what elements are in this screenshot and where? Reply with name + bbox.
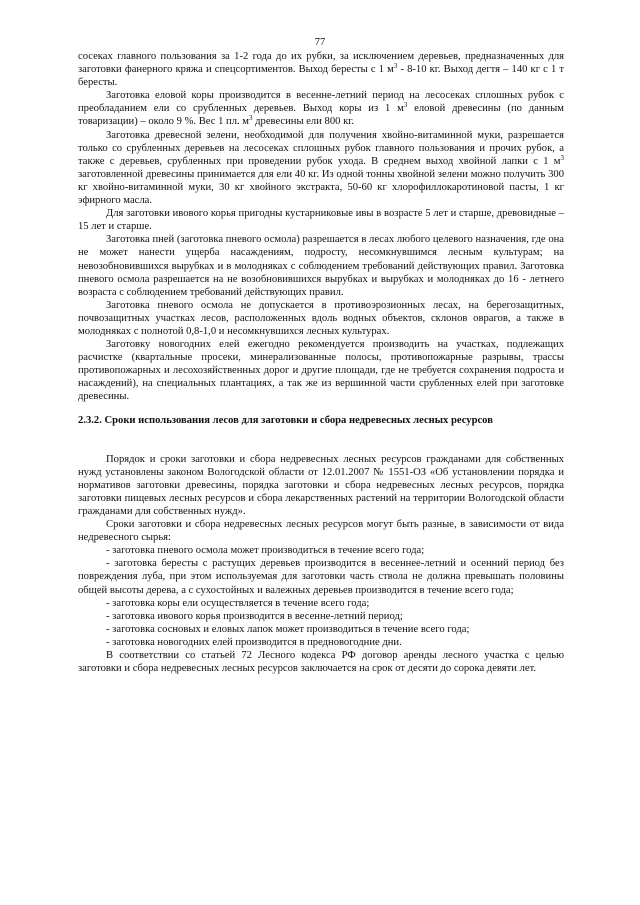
paragraph-birch-bark: сосеках главного пользования за 1-2 года до их рубки, за исключением деревьев, предназначенных для заготовки фанерного кряжа и спецсортиментов. Выход бересты с 1 $м^3 - 8-10$ кг. Выход дегтя – 140 кг с 1 т бересты. bbox=[78, 51, 565, 89]
section-heading: 2.3.2. Сроки использования лесов для заготовки и сбора недревесных лесных ресурсов bbox=[78, 414, 493, 426]
list-item: - заготовка коры ели осуществляется в течение всего года; bbox=[106, 597, 370, 609]
paragraph-procedure: Порядок и сроки заготовки и сбора недревесных лесных ресурсов гражданами для собственных нужд установлены законом Вологодской области от 12.01.2007 № 1551-ОЗ «Об установлении порядка и нормативов заготовки древесины, порядка заготовки и сбора недревесных лесных ресурсов, порядка заготовки пищевых лесных ресурсов и сбора лекарственных растений на территории Вологодской области гражданами для собственных нужд». bbox=[78, 453, 564, 517]
paragraph-greenery: Заготовка древесной зелени, необходимой для получения хвойно-витаминной муки, разрешается только со срубленных деревьев на лесосеках сплошных рубок главного пользования и прочих рубок, а также с деревьев, срубленных при проведении рубок ухода. В среднем выход хвойной лапки с 1 $м^3$ заготовленной древесины принимается для ели 40 кг. Из одной тонны хвойной зелени можно получить 300 кг хвойно-витаминной муки, 30 кг хвойного экстракта, 50-60 кг хлорофиллокаротиновой пасты, 1 кг эфирного масла. bbox=[78, 129, 564, 207]
list-item: - заготовка пневого осмола может производиться в течение всего года; bbox=[106, 545, 425, 557]
page-number: 77 bbox=[314, 37, 326, 48]
paragraph-stumps-restrictions: Заготовка пневого осмола не допускается в противоэрозионных лесах, на берегозащитных, почвозащитных участках лесов, расположенных вдоль водных объектов, склонов оврагов, а также в молодняках с полнотой 0,8-1,0 и несомкнувшихся лесных культурах. bbox=[78, 299, 564, 337]
paragraph-willow-bark: Для заготовки ивового корья пригодны кустарниковые ивы в возрасте 5 лет и старше, древовидные – 15 лет и старше. bbox=[78, 208, 564, 233]
list-item: - заготовка новогодних елей производится в предновогодние дни. bbox=[106, 636, 402, 648]
document-body bbox=[78, 50, 564, 675]
paragraph-spruce-bark: Заготовка еловой коры производится в весенне-летний период на лесосеках сплошных рубок с преобладанием ели со срубленных деревьев. Выход коры из 1 $м^3$ еловой древесины (по данным товаризации) – около 9 %. Вес 1 пл. $м^3$ древесины ели 800 кг. bbox=[78, 90, 564, 128]
list-item: - заготовка ивового корья производится в весенне-летний период; bbox=[106, 610, 403, 622]
paragraph-terms-intro: Сроки заготовки и сбора недревесных лесных ресурсов могут быть разные, в зависимости от вида недревесного сырья: bbox=[78, 519, 564, 544]
paragraph-lease-term: В соответствии со статьей 72 Лесного кодекса РФ договор аренды лесного участка с целью заготовки и сбора недревесных лесных ресурсов заключается на срок от десяти до сорока девяти лет. bbox=[78, 650, 564, 675]
list-item: - заготовка бересты с растущих деревьев производится в весеннее-летний и осенний период без повреждения луба, при этом используемая для заготовки часть ствола не должна превышать половины общей высоты дерева, а с сухостойных и валежных деревьев производится в течение всего года; bbox=[78, 558, 564, 596]
paragraph-new-year-trees: Заготовку новогодних елей ежегодно рекомендуется производить на участках, подлежащих расчистке (квартальные просеки, минерализованные полосы, противопожарные разрывы, трассы противопожарных и лесохозяйственных дорог и другие площади, где не требуется сохранения подроста и насаждений), на специальных плантациях, а так же из вершинной части срубленных елей при заготовке древесины. bbox=[78, 339, 564, 403]
paragraph-stumps: Заготовка пней (заготовка пневого осмола) разрешается в лесах любого целевого назначения, где она не может нанести ущерба насаждениям, подросту, несомкнувшимся лесным культурам; на невозобновившихся вырубках и в молодняках с соблюдением требований действующих правил. Заготовка пневого осмола разрешается на не возобновившихся вырубках и вырубках и молодняках до 16 - летнего возраста с соблюдением требований действующих правил. bbox=[78, 234, 564, 298]
list-item: - заготовка сосновых и еловых лапок может производиться в течение всего года; bbox=[106, 623, 470, 635]
